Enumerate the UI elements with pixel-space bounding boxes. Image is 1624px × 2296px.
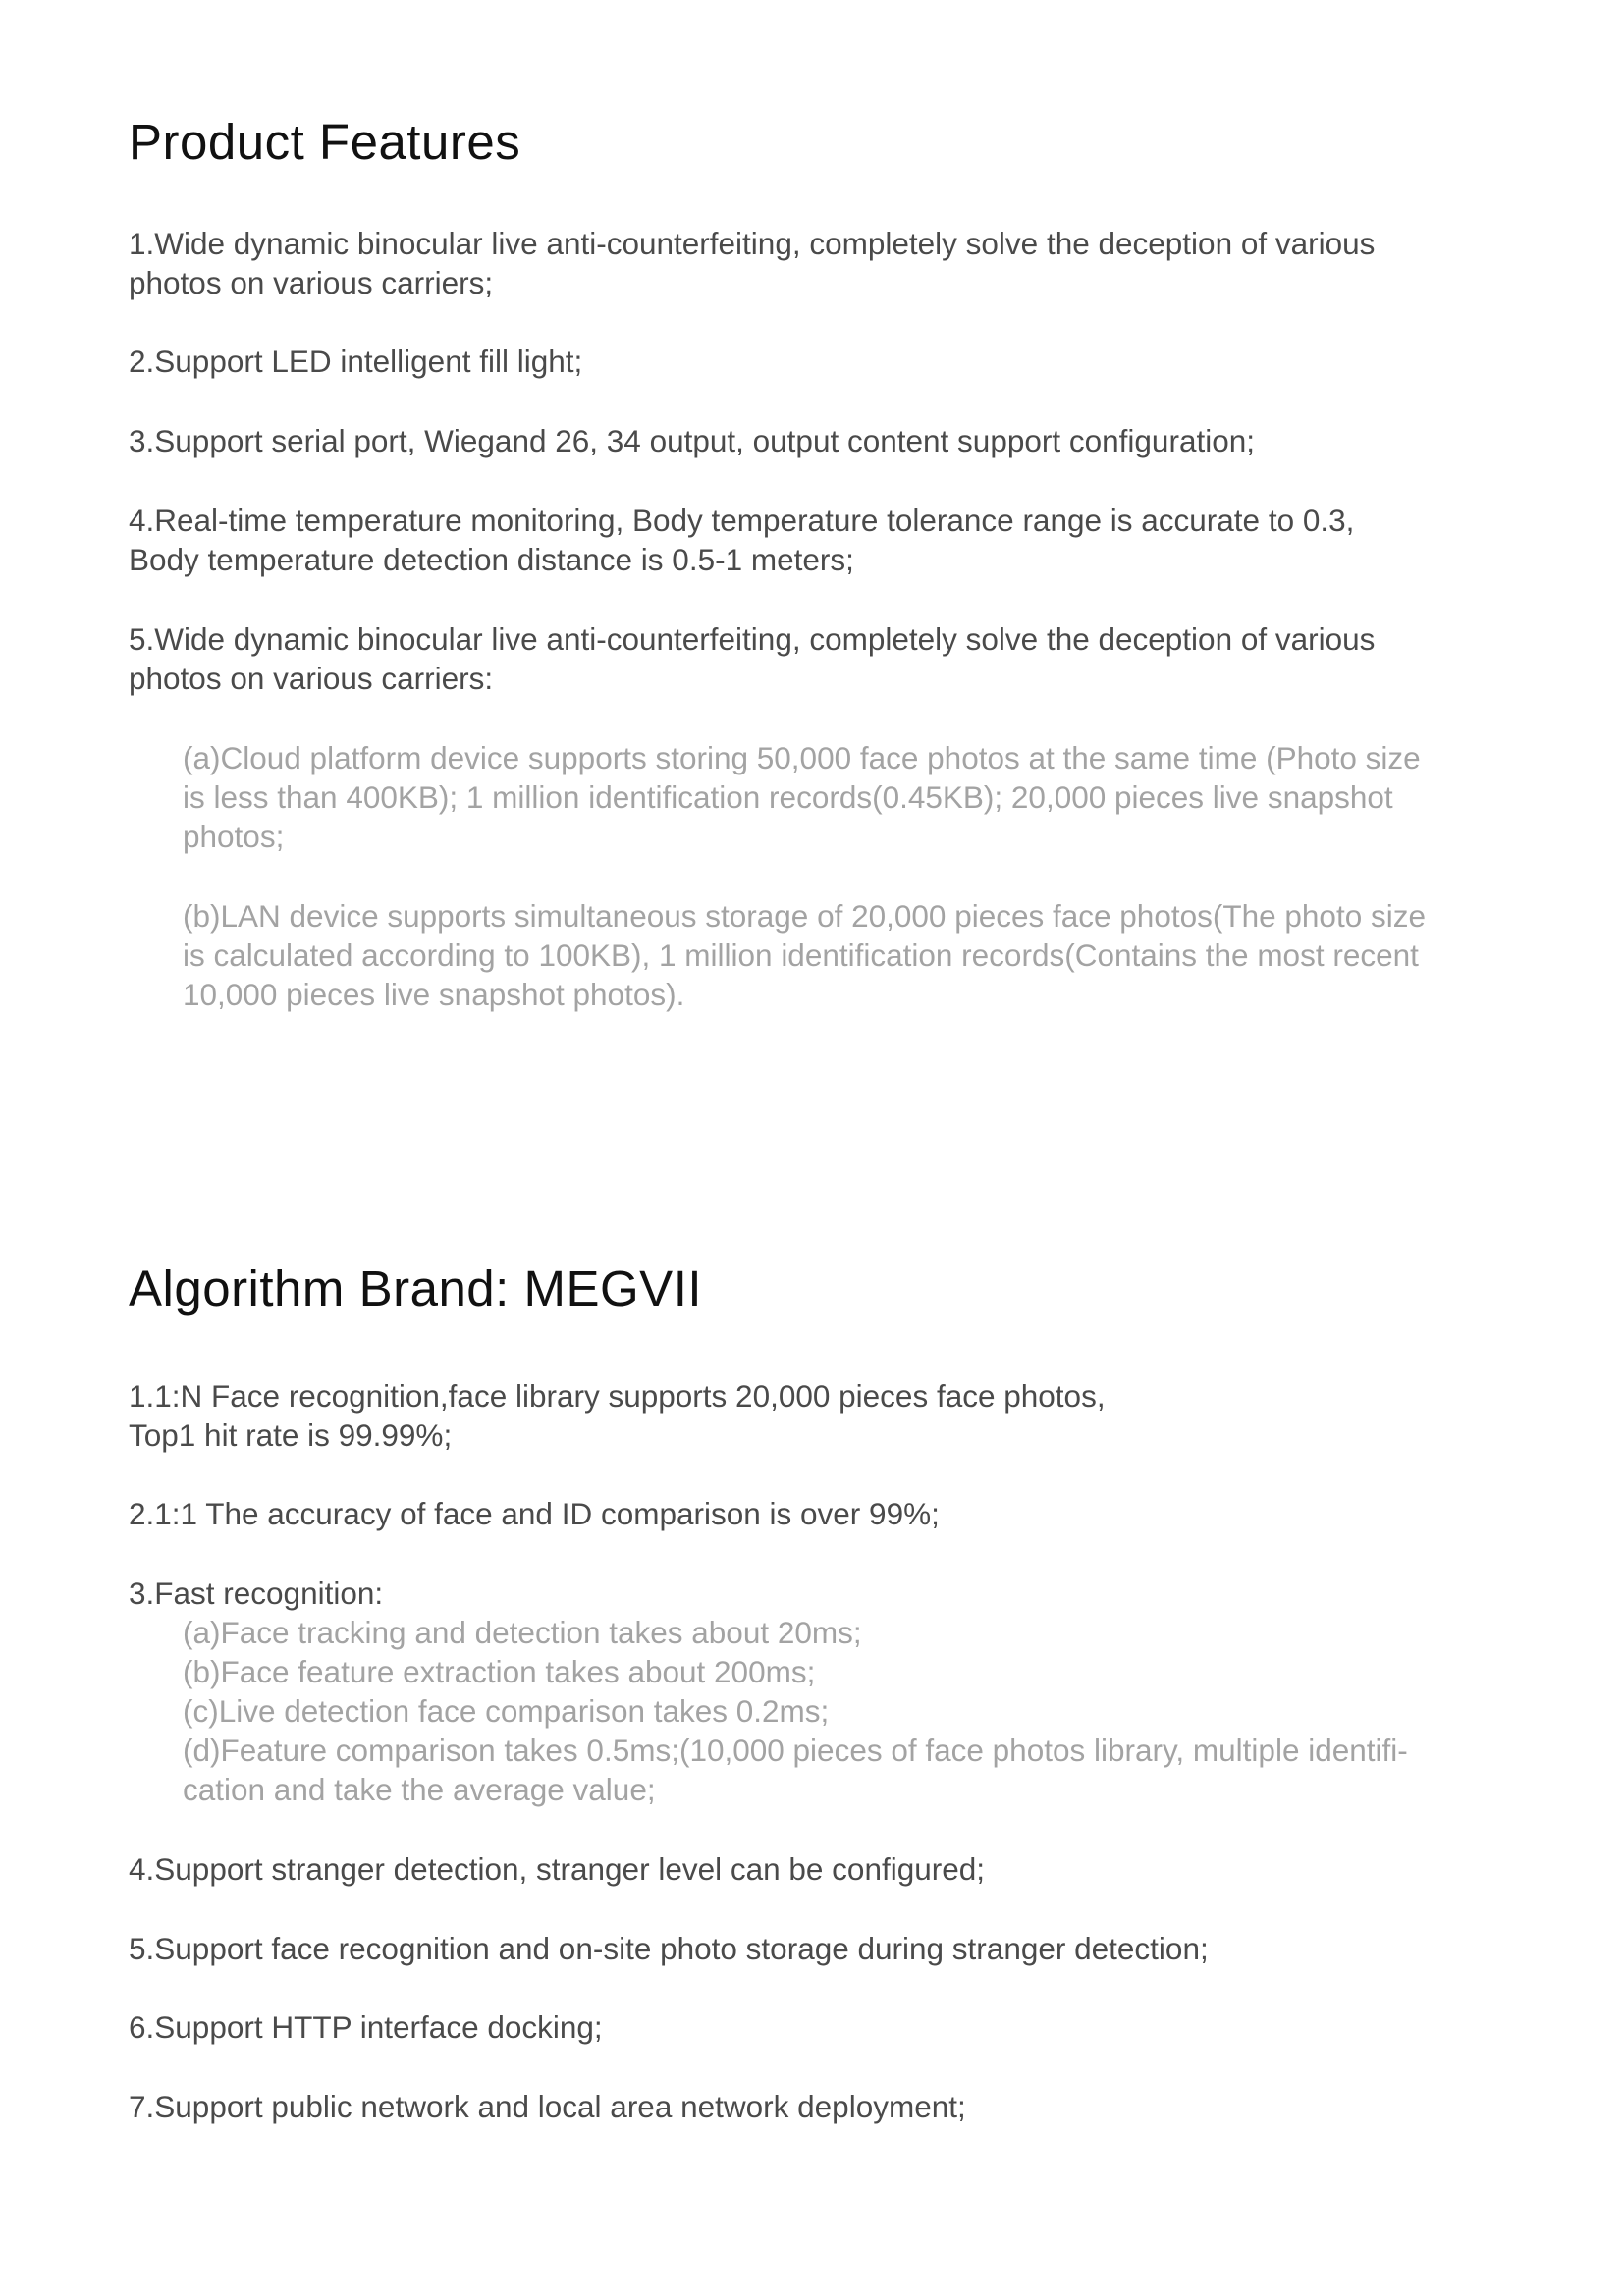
algorithm-item-3-line-1: 3.Fast recognition: <box>129 1575 384 1611</box>
feature-item-1-line-1: 1.Wide dynamic binocular live anti-counterfeiting, completely solve the deception of various <box>129 226 1376 261</box>
algorithm-item-5 <box>129 1929 1209 1968</box>
product-features-heading: Product Features <box>129 114 521 170</box>
feature-item-3 <box>129 421 1255 460</box>
feature-item-4-line-2: Body temperature detection distance is 0.5-1 meters; <box>129 542 854 577</box>
feature-item-2-line-1: 2.Support LED intelligent fill light; <box>129 344 583 379</box>
algorithm-item-6-line-1: 6.Support HTTP interface docking; <box>129 2009 603 2045</box>
feature-item-5-line-1: 5.Wide dynamic binocular live anti-counterfeiting, completely solve the deception of various <box>129 621 1376 657</box>
algorithm-item-7 <box>129 2087 966 2126</box>
feature-subitem-b-line-1: (b)LAN device supports simultaneous storage of 20,000 pieces face photos(The photo size <box>183 898 1426 934</box>
feature-subitem-a-line-3: photos; <box>183 819 285 854</box>
feature-item-5 <box>129 619 1375 698</box>
feature-subitem-a <box>183 738 1421 856</box>
feature-subitem-b-line-2: is calculated according to 100KB), 1 million identification records(Contains the most recent <box>183 937 1419 973</box>
fast-recognition-subitem-d-line-2: cation and take the average value; <box>183 1772 656 1807</box>
fast-recognition-subitem-d-line-1: (d)Feature comparison takes 0.5ms;(10,000 pieces of face photos library, multiple identifi- <box>183 1733 1408 1768</box>
fast-recognition-subitem-b: (b)Face feature extraction takes about 200ms; <box>183 1654 816 1689</box>
algorithm-item-4-line-1: 4.Support stranger detection, stranger level can be configured; <box>129 1851 986 1887</box>
fast-recognition-subitems <box>183 1613 1408 1809</box>
algorithm-item-4 <box>129 1849 985 1889</box>
algorithm-item-1 <box>129 1376 1106 1455</box>
feature-subitem-b <box>183 896 1426 1014</box>
feature-item-5-line-2: photos on various carriers: <box>129 661 494 696</box>
feature-item-4 <box>129 501 1354 579</box>
feature-subitem-a-line-1: (a)Cloud platform device supports storing 50,000 face photos at the same time (Photo size <box>183 740 1421 775</box>
fast-recognition-subitem-c: (c)Live detection face comparison takes 0.2ms; <box>183 1693 830 1729</box>
algorithm-item-7-line-1: 7.Support public network and local area network deployment; <box>129 2089 966 2124</box>
algorithm-item-5-line-1: 5.Support face recognition and on-site photo storage during stranger detection; <box>129 1931 1209 1966</box>
feature-subitem-b-line-3: 10,000 pieces live snapshot photos). <box>183 977 685 1012</box>
algorithm-item-3 <box>129 1574 383 1613</box>
feature-subitem-a-line-2: is less than 400KB); 1 million identification records(0.45KB); 20,000 pieces live snapshot <box>183 779 1393 815</box>
feature-item-4-line-1: 4.Real-time temperature monitoring, Body temperature tolerance range is accurate to 0.3, <box>129 503 1355 538</box>
fast-recognition-subitem-a: (a)Face tracking and detection takes about 20ms; <box>183 1615 862 1650</box>
feature-item-2 <box>129 342 582 381</box>
algorithm-item-2 <box>129 1494 940 1533</box>
algorithm-item-1-line-1: 1.1:N Face recognition,face library supports 20,000 pieces face photos, <box>129 1378 1106 1414</box>
feature-item-1 <box>129 224 1375 302</box>
feature-item-1-line-2: photos on various carriers; <box>129 265 494 300</box>
algorithm-item-6 <box>129 2007 603 2047</box>
algorithm-item-2-line-1: 2.1:1 The accuracy of face and ID comparison is over 99%; <box>129 1496 940 1531</box>
feature-item-3-line-1: 3.Support serial port, Wiegand 26, 34 output, output content support configuration; <box>129 423 1255 458</box>
algorithm-item-1-line-2: Top1 hit rate is 99.99%; <box>129 1417 453 1453</box>
algorithm-brand-heading: Algorithm Brand: MEGVII <box>129 1260 703 1316</box>
